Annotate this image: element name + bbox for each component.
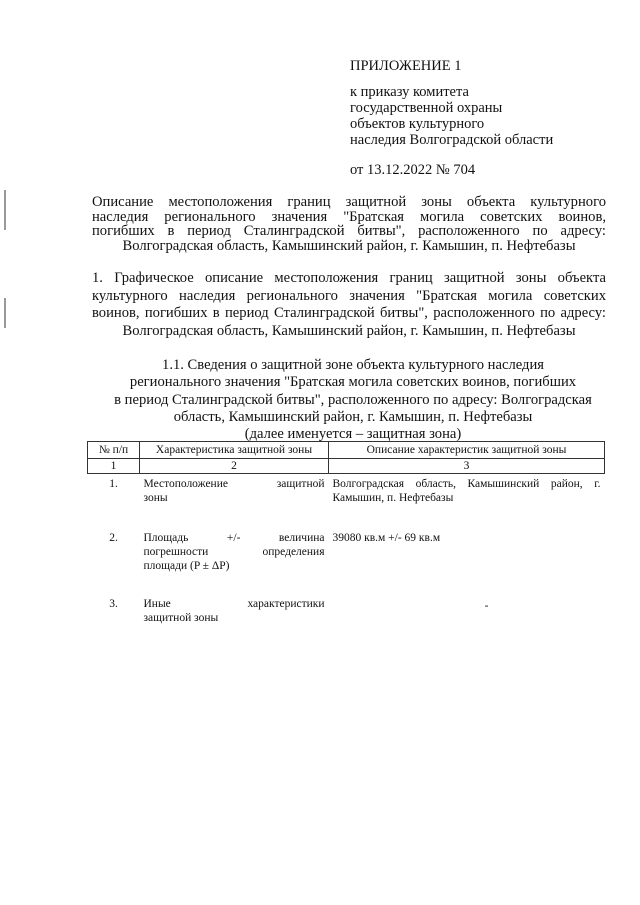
section-1-line: 1. Графическое описание местоположения границ защитной зоны объекта	[92, 270, 606, 286]
characteristic-line: Местоположение защитной	[143, 478, 325, 490]
row-description	[329, 573, 605, 625]
empty-value-dash: -	[484, 600, 489, 612]
heading-line: наследия регионального значения "Братская могила советских воинов,	[92, 208, 606, 225]
characteristic-line: площади (P ± ΔP)	[143, 560, 230, 572]
section-1-1-line: область, Камышинский район, г. Камышин, п. Нефтебазы	[173, 408, 533, 425]
appendix-title: ПРИЛОЖЕНИЕ 1	[350, 58, 462, 74]
header-description: Описание характеристик защитной зоны	[329, 442, 605, 459]
row-description: Волгоградская область, Камышинский район, г. Камышин, п. Нефтебазы	[332, 478, 601, 504]
row-characteristic	[140, 573, 329, 625]
header-characteristic: Характеристика защитной зоны	[140, 442, 329, 459]
heading-line: погибших в период Сталинградской битвы", расположенного по адресу:	[92, 223, 606, 239]
appendix-line: к приказу комитета	[350, 84, 469, 100]
appendix-line: наследия Волгоградской области	[350, 132, 554, 148]
section-1-heading	[92, 270, 606, 340]
section-1-1-line: в период Сталинградской битвы", расположенного по адресу: Волгоградская	[114, 391, 592, 408]
row-characteristic	[140, 474, 329, 506]
table-column-numbers-row	[88, 459, 605, 474]
column-number: 2	[140, 459, 329, 474]
appendix-date: от 13.12.2022 № 704	[350, 162, 476, 178]
header-number: № п/п	[88, 442, 140, 459]
scan-margin-mark	[4, 298, 6, 328]
section-1-line: Волгоградская область, Камышинский район, г. Камышин, п. Нефтебазы	[122, 322, 576, 339]
column-number: 3	[329, 459, 605, 474]
section-1-1-line: (далее именуется – защитная зона)	[244, 426, 462, 443]
characteristic-line: Площадь +/- величина	[143, 532, 325, 544]
appendix-line: объектов культурного	[350, 116, 485, 132]
section-1-line: воинов, погибших в период Сталинградской битвы", расположенного по адресу:	[92, 305, 606, 321]
section-1-line: культурного наследия регионального значения "Братская могила советских	[92, 287, 606, 304]
heading-line: Описание местоположения границ защитной зоны объекта культурного	[92, 194, 606, 210]
appendix-block	[350, 58, 553, 178]
characteristic-line: зоны	[143, 492, 168, 504]
row-number: 3.	[109, 598, 118, 610]
table-header-row	[88, 442, 605, 459]
section-1-1-heading	[96, 357, 610, 443]
characteristic-line: Иные характеристики	[143, 598, 325, 610]
characteristic-line: защитной зоны	[143, 612, 219, 624]
row-characteristic	[140, 505, 329, 573]
table-row	[88, 573, 605, 625]
row-description: 39080 кв.м +/- 69 кв.м	[332, 532, 441, 544]
section-1-1-line: 1.1. Сведения о защитной зоне объекта культурного наследия	[162, 357, 544, 373]
heading-line: Волгоградская область, Камышинский район, г. Камышин, п. Нефтебазы	[122, 237, 576, 254]
table-row	[88, 505, 605, 573]
section-1-1-line: регионального значения "Братская могила советских воинов, погибших	[129, 374, 577, 391]
column-number: 1	[88, 459, 140, 474]
appendix-order-reference	[350, 84, 553, 148]
document-heading	[92, 195, 606, 253]
appendix-line: государственной охраны	[350, 100, 503, 116]
protective-zone-table	[87, 441, 605, 625]
row-number: 1.	[109, 478, 118, 490]
characteristic-line: погрешности определения	[143, 546, 325, 558]
scan-margin-mark	[4, 190, 6, 230]
table-row	[88, 474, 605, 506]
row-number: 2.	[109, 532, 118, 544]
